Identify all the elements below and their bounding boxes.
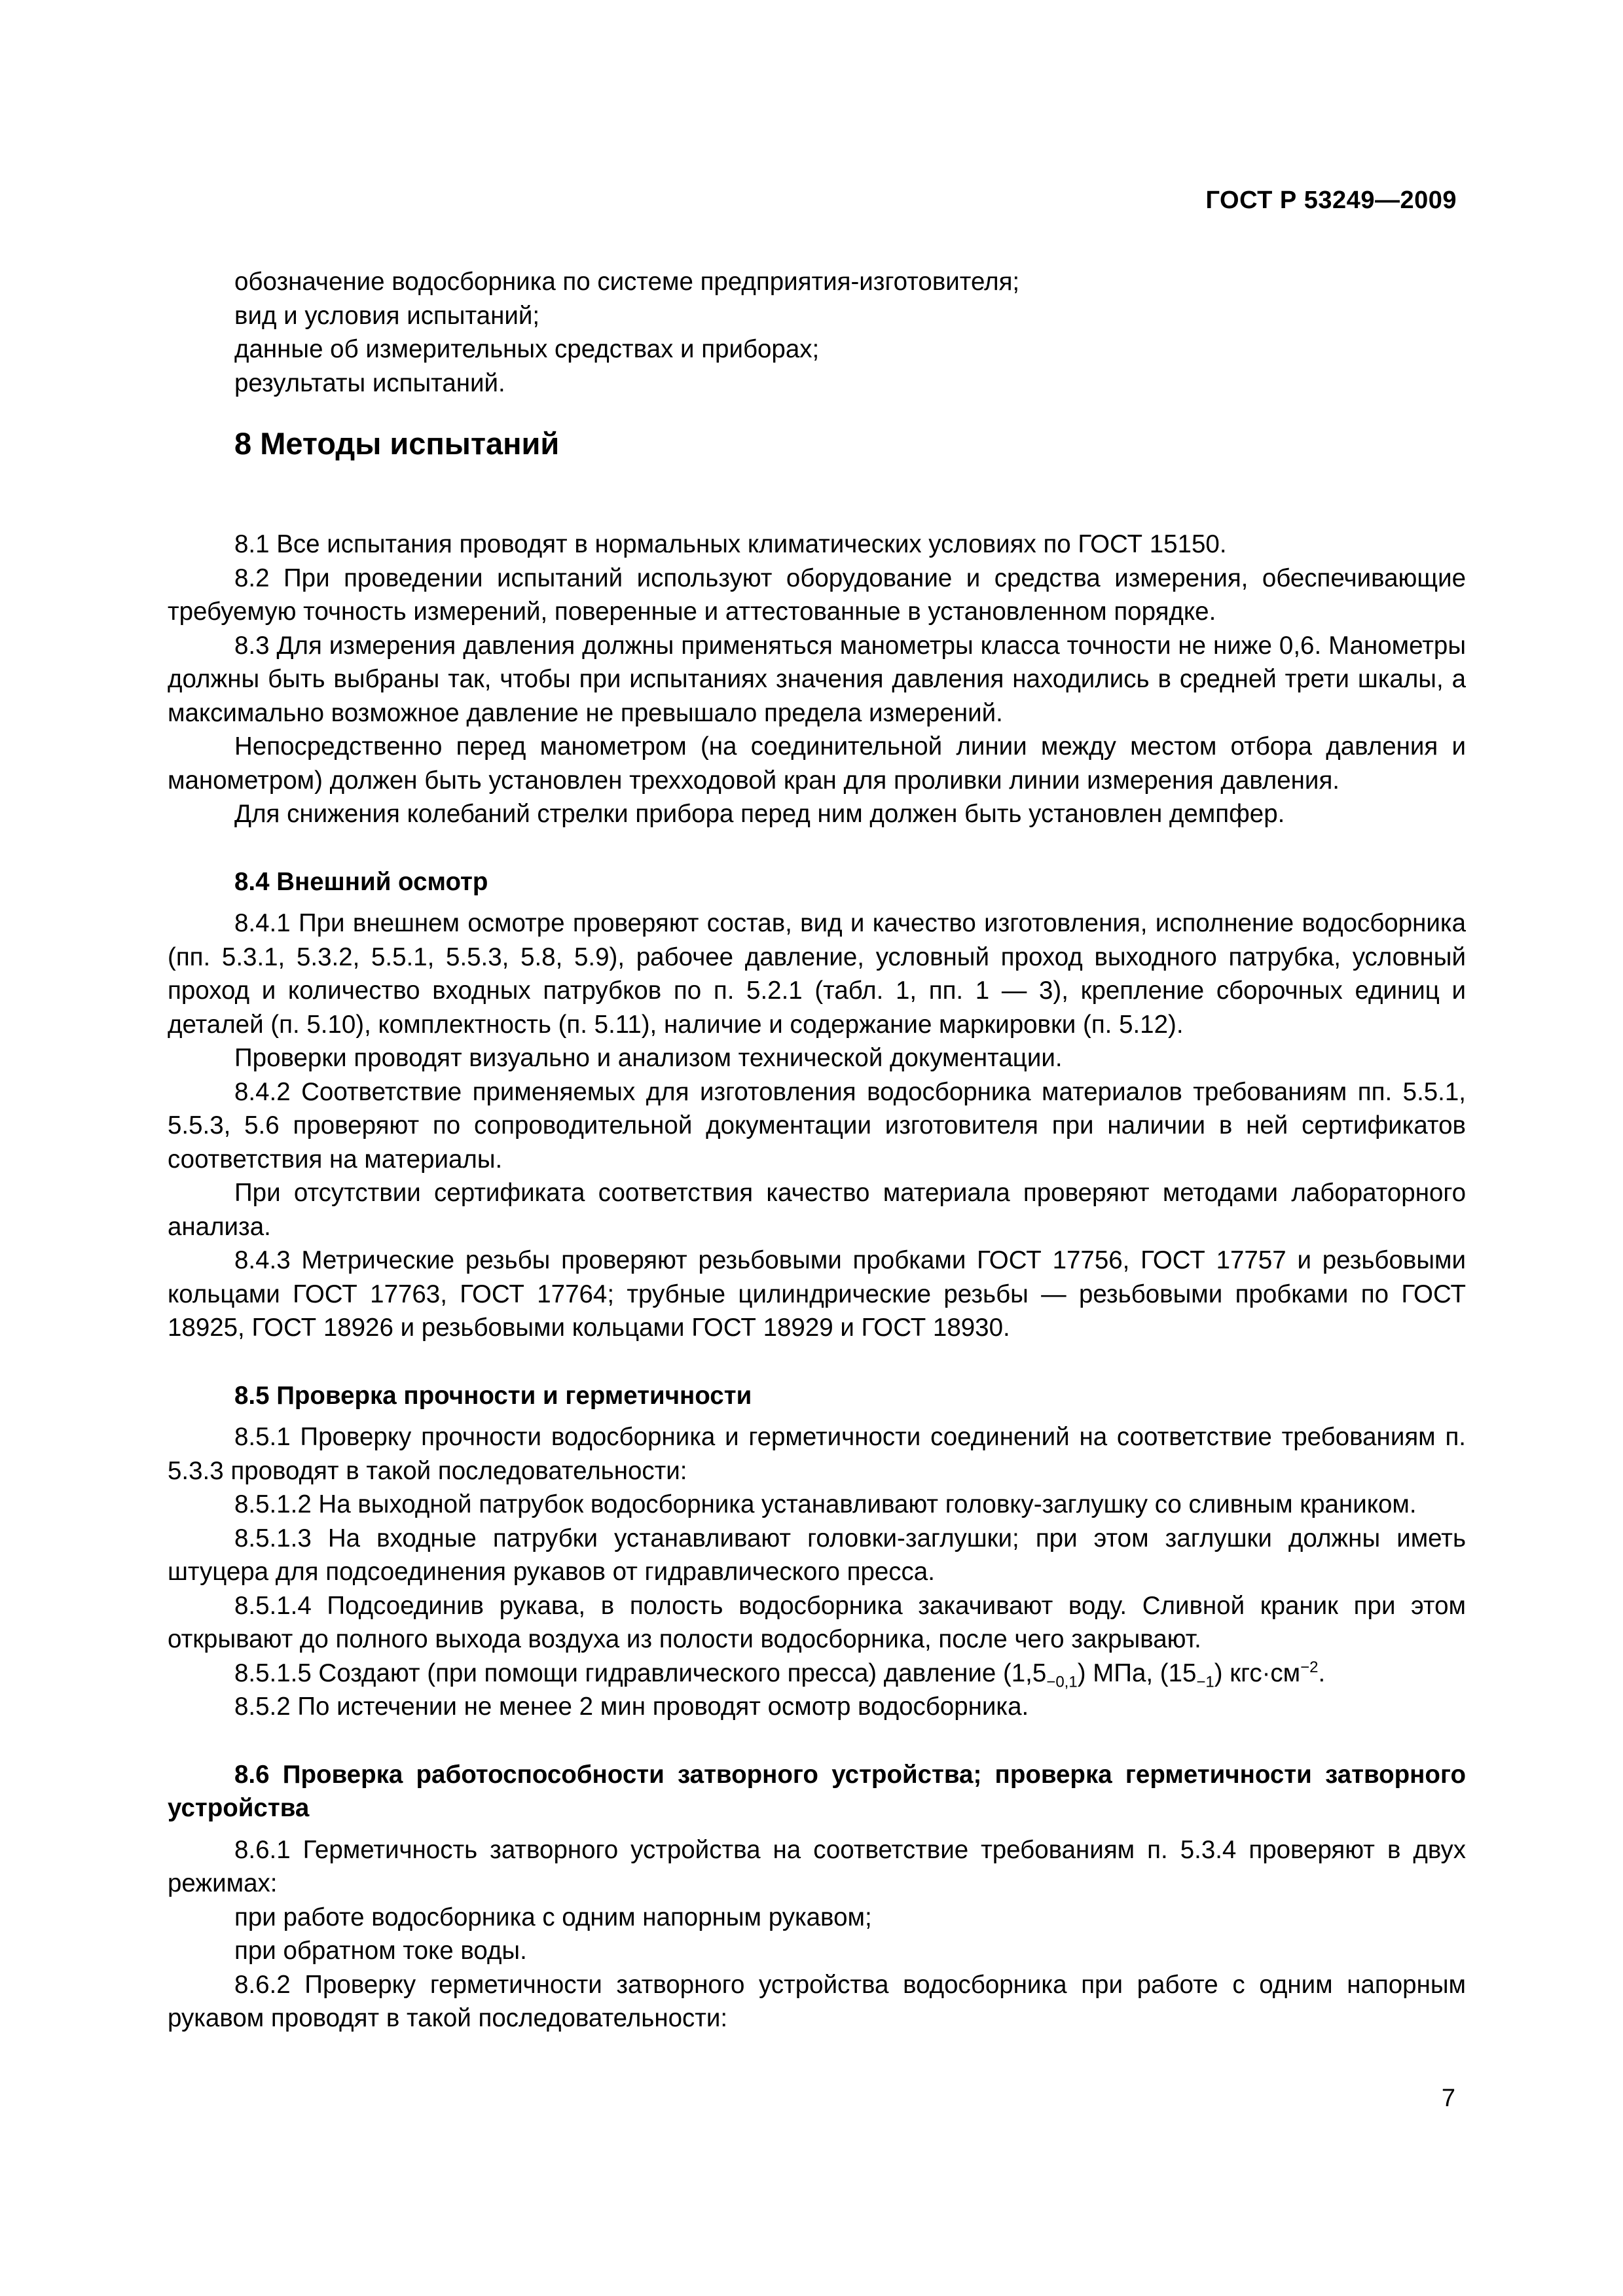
paragraph-8-4-2-lab: При отсутствии сертификата соответствия качество материала проверяют методами лабораторного анализа. — [168, 1179, 1466, 1241]
section-8-4-heading: 8.4 Внешний осмотр — [234, 867, 488, 896]
list-item: обозначение водосборника по системе предприятия-изготовителя; — [234, 268, 1020, 296]
list-item: при работе водосборника с одним напорным рукавом; — [234, 1903, 872, 1931]
intro-list — [168, 265, 1466, 400]
section-8-heading: 8 Методы испытаний — [234, 426, 560, 461]
list-item: при обратном токе воды. — [234, 1937, 527, 1965]
pressure-text-d: . — [1318, 1659, 1326, 1687]
section-8-6-heading: 8.6 Проверка работоспособности затворного устройства; проверка герметичности затворного устройства — [168, 1760, 1466, 1822]
pressure-text-a: 8.5.1.5 Создают (при помощи гидравлического пресса) давление (1,5 — [234, 1659, 1047, 1687]
paragraph-8-3-crane: Непосредственно перед манометром (на соединительной линии между местом отбора давления и манометром) должен быть установлен трехходовой кран для проливки линии измерения давления. — [168, 732, 1466, 795]
paragraph-8-4-3: 8.4.3 Метрические резьбы проверяют резьбовыми пробками ГОСТ 17756, ГОСТ 17757 и резьбовыми кольцами ГОСТ 17763, ГОСТ 17764; трубные цилиндрические резьбы — резьбовыми пробками по ГОСТ 18925, ГОСТ 18926 и резьбовыми кольцами ГОСТ 18929 и ГОСТ 18930. — [168, 1246, 1466, 1342]
paragraph-8-4-1-visual: Проверки проводят визуально и анализом технической документации. — [234, 1044, 1063, 1072]
paragraph-8-1: 8.1 Все испытания проводят в нормальных климатических условиях по ГОСТ 15150. — [234, 530, 1227, 558]
paragraph-8-5-1-3: 8.5.1.3 На входные патрубки устанавливают головки-заглушки; при этом заглушки должны иметь штуцера для подсоединения рукавов от гидравлического пресса. — [168, 1524, 1466, 1586]
paragraph-8-5-1-4: 8.5.1.4 Подсоединив рукава, в полость водосборника закачивают воду. Сливной краник при этом открывают до полного выхода воздуха из полости водосборника, после чего закрывают. — [168, 1591, 1466, 1653]
section-8-5-heading: 8.5 Проверка прочности и герметичности — [234, 1381, 752, 1410]
page-content — [168, 265, 1466, 2036]
list-item: результаты испытаний. — [234, 368, 505, 397]
paragraph-8-4-1: 8.4.1 При внешнем осмотре проверяют состав, вид и качество изготовления, исполнение водосборника (пп. 5.3.1, 5.3.2, 5.5.1, 5.5.3, 5.8, 5.9), рабочее давление, условный проход выходного патрубка, условный проход и количество входных патрубков по п. 5.2.1 (табл. 1, пп. 1 — 3), крепление сборочных единиц и деталей (п. 5.10), комплектность (п. 5.11), наличие и содержание маркировки (п. 5.12). — [168, 909, 1466, 1039]
paragraph-8-3-damper: Для снижения колебаний стрелки прибора перед ним должен быть установлен демпфер. — [234, 800, 1285, 828]
paragraph-8-4-2: 8.4.2 Соответствие применяемых для изготовления водосборника материалов требованиям пп. 5.5.1, 5.5.3, 5.6 проверяют по сопроводительной документации изготовителя при наличии в ней сертификатов соответствия на материалы. — [168, 1077, 1466, 1174]
paragraph-8-5-1-5 — [168, 1657, 1466, 1691]
list-item: вид и условия испытаний; — [234, 301, 540, 330]
paragraph-8-5-1-2: 8.5.1.2 На выходной патрубок водосборника устанавливают головку-заглушку со сливным краником. — [234, 1490, 1417, 1518]
pressure-text-b: ) МПа, (15 — [1077, 1659, 1197, 1687]
pressure-text-c: ) кгс·см — [1214, 1659, 1301, 1687]
list-item: данные об измерительных средствах и приборах; — [234, 335, 820, 363]
paragraph-8-3: 8.3 Для измерения давления должны применяться манометры класса точности не ниже 0,6. Манометры должны быть выбраны так, чтобы при испытаниях значения давления находились в средней трети шкалы, а максимально возможное давление не превышало предела измерений. — [168, 631, 1466, 727]
paragraph-8-6-1: 8.6.1 Герметичность затворного устройства на соответствие требованиям п. 5.3.4 проверяют в двух режимах: — [168, 1835, 1466, 1897]
paragraph-8-5-2: 8.5.2 По истечении не менее 2 мин проводят осмотр водосборника. — [234, 1693, 1029, 1721]
pressure-tolerance-mpa: −0,1 — [1046, 1673, 1078, 1691]
paragraph-8-2: 8.2 При проведении испытаний используют оборудование и средства измерения, обеспечивающие требуемую точность измерений, поверенные и аттестованные в установленном порядке. — [168, 564, 1466, 626]
document-header-id: ГОСТ Р 53249—2009 — [1205, 187, 1457, 214]
page-number: 7 — [1441, 2085, 1455, 2112]
paragraph-8-6-2: 8.6.2 Проверку герметичности затворного устройства водосборника при работе с одним напорным рукавом проводят в такой последовательности: — [168, 1970, 1466, 2032]
unit-exponent: −2 — [1300, 1658, 1319, 1676]
pressure-tolerance-kgs: −1 — [1196, 1673, 1214, 1691]
paragraph-8-5-1: 8.5.1 Проверку прочности водосборника и герметичности соединений на соответствие требованиям п. 5.3.3 проводят в такой последовательности: — [168, 1423, 1466, 1485]
